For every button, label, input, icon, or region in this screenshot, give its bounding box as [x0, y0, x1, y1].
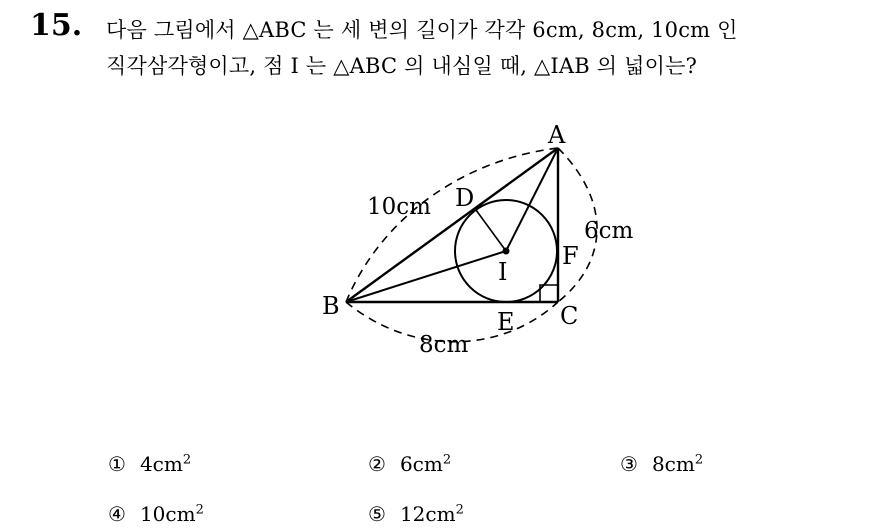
segment-IA [506, 148, 558, 251]
question-text-line-2: 직각삼각형이고, 점 I 는 △ABC 의 내심일 때, △IAB 의 넓이는? [106, 54, 698, 78]
side-AB [346, 148, 558, 302]
incenter-point [503, 248, 510, 255]
choice-5-mark: ⑤ [368, 502, 386, 526]
choice-1-mark: ① [108, 452, 126, 476]
choice-5-exponent: 2 [455, 502, 464, 518]
length-label-hypotenuse: 10cm [367, 194, 431, 220]
label-B: B [322, 292, 340, 320]
choice-2-exponent: 2 [442, 452, 452, 468]
choice-2[interactable] [368, 452, 451, 476]
choice-3-exponent: 2 [694, 452, 704, 468]
question-text-line-1: 다음 그림에서 △ABC 는 세 변의 길이가 각각 6cm, 8cm, 10cm 인 [106, 18, 738, 42]
choice-3-mark: ③ [620, 452, 638, 476]
label-D: D [455, 184, 475, 212]
choice-4[interactable] [108, 502, 204, 526]
choice-1-value: 4cm [139, 452, 183, 476]
choice-5[interactable] [368, 502, 464, 526]
choice-4-mark: ④ [108, 502, 126, 526]
segment-ID [476, 210, 506, 251]
choice-3[interactable] [620, 452, 703, 476]
label-F: F [562, 242, 579, 270]
length-label-horizontal: 8cm [419, 332, 469, 358]
choice-1[interactable] [108, 452, 191, 476]
choice-4-value: 10cm [139, 502, 196, 526]
choice-2-mark: ② [368, 452, 386, 476]
label-C: C [560, 302, 579, 330]
label-E: E [497, 308, 515, 336]
choice-1-exponent: 2 [182, 452, 192, 468]
label-I: I [498, 258, 508, 286]
label-A: A [548, 121, 566, 149]
choice-4-exponent: 2 [195, 502, 204, 518]
question-number: 15. [30, 8, 83, 43]
length-label-vertical: 6cm [584, 218, 634, 244]
choice-2-value: 6cm [399, 452, 443, 476]
choice-5-value: 12cm [399, 502, 456, 526]
choice-3-value: 8cm [651, 452, 695, 476]
